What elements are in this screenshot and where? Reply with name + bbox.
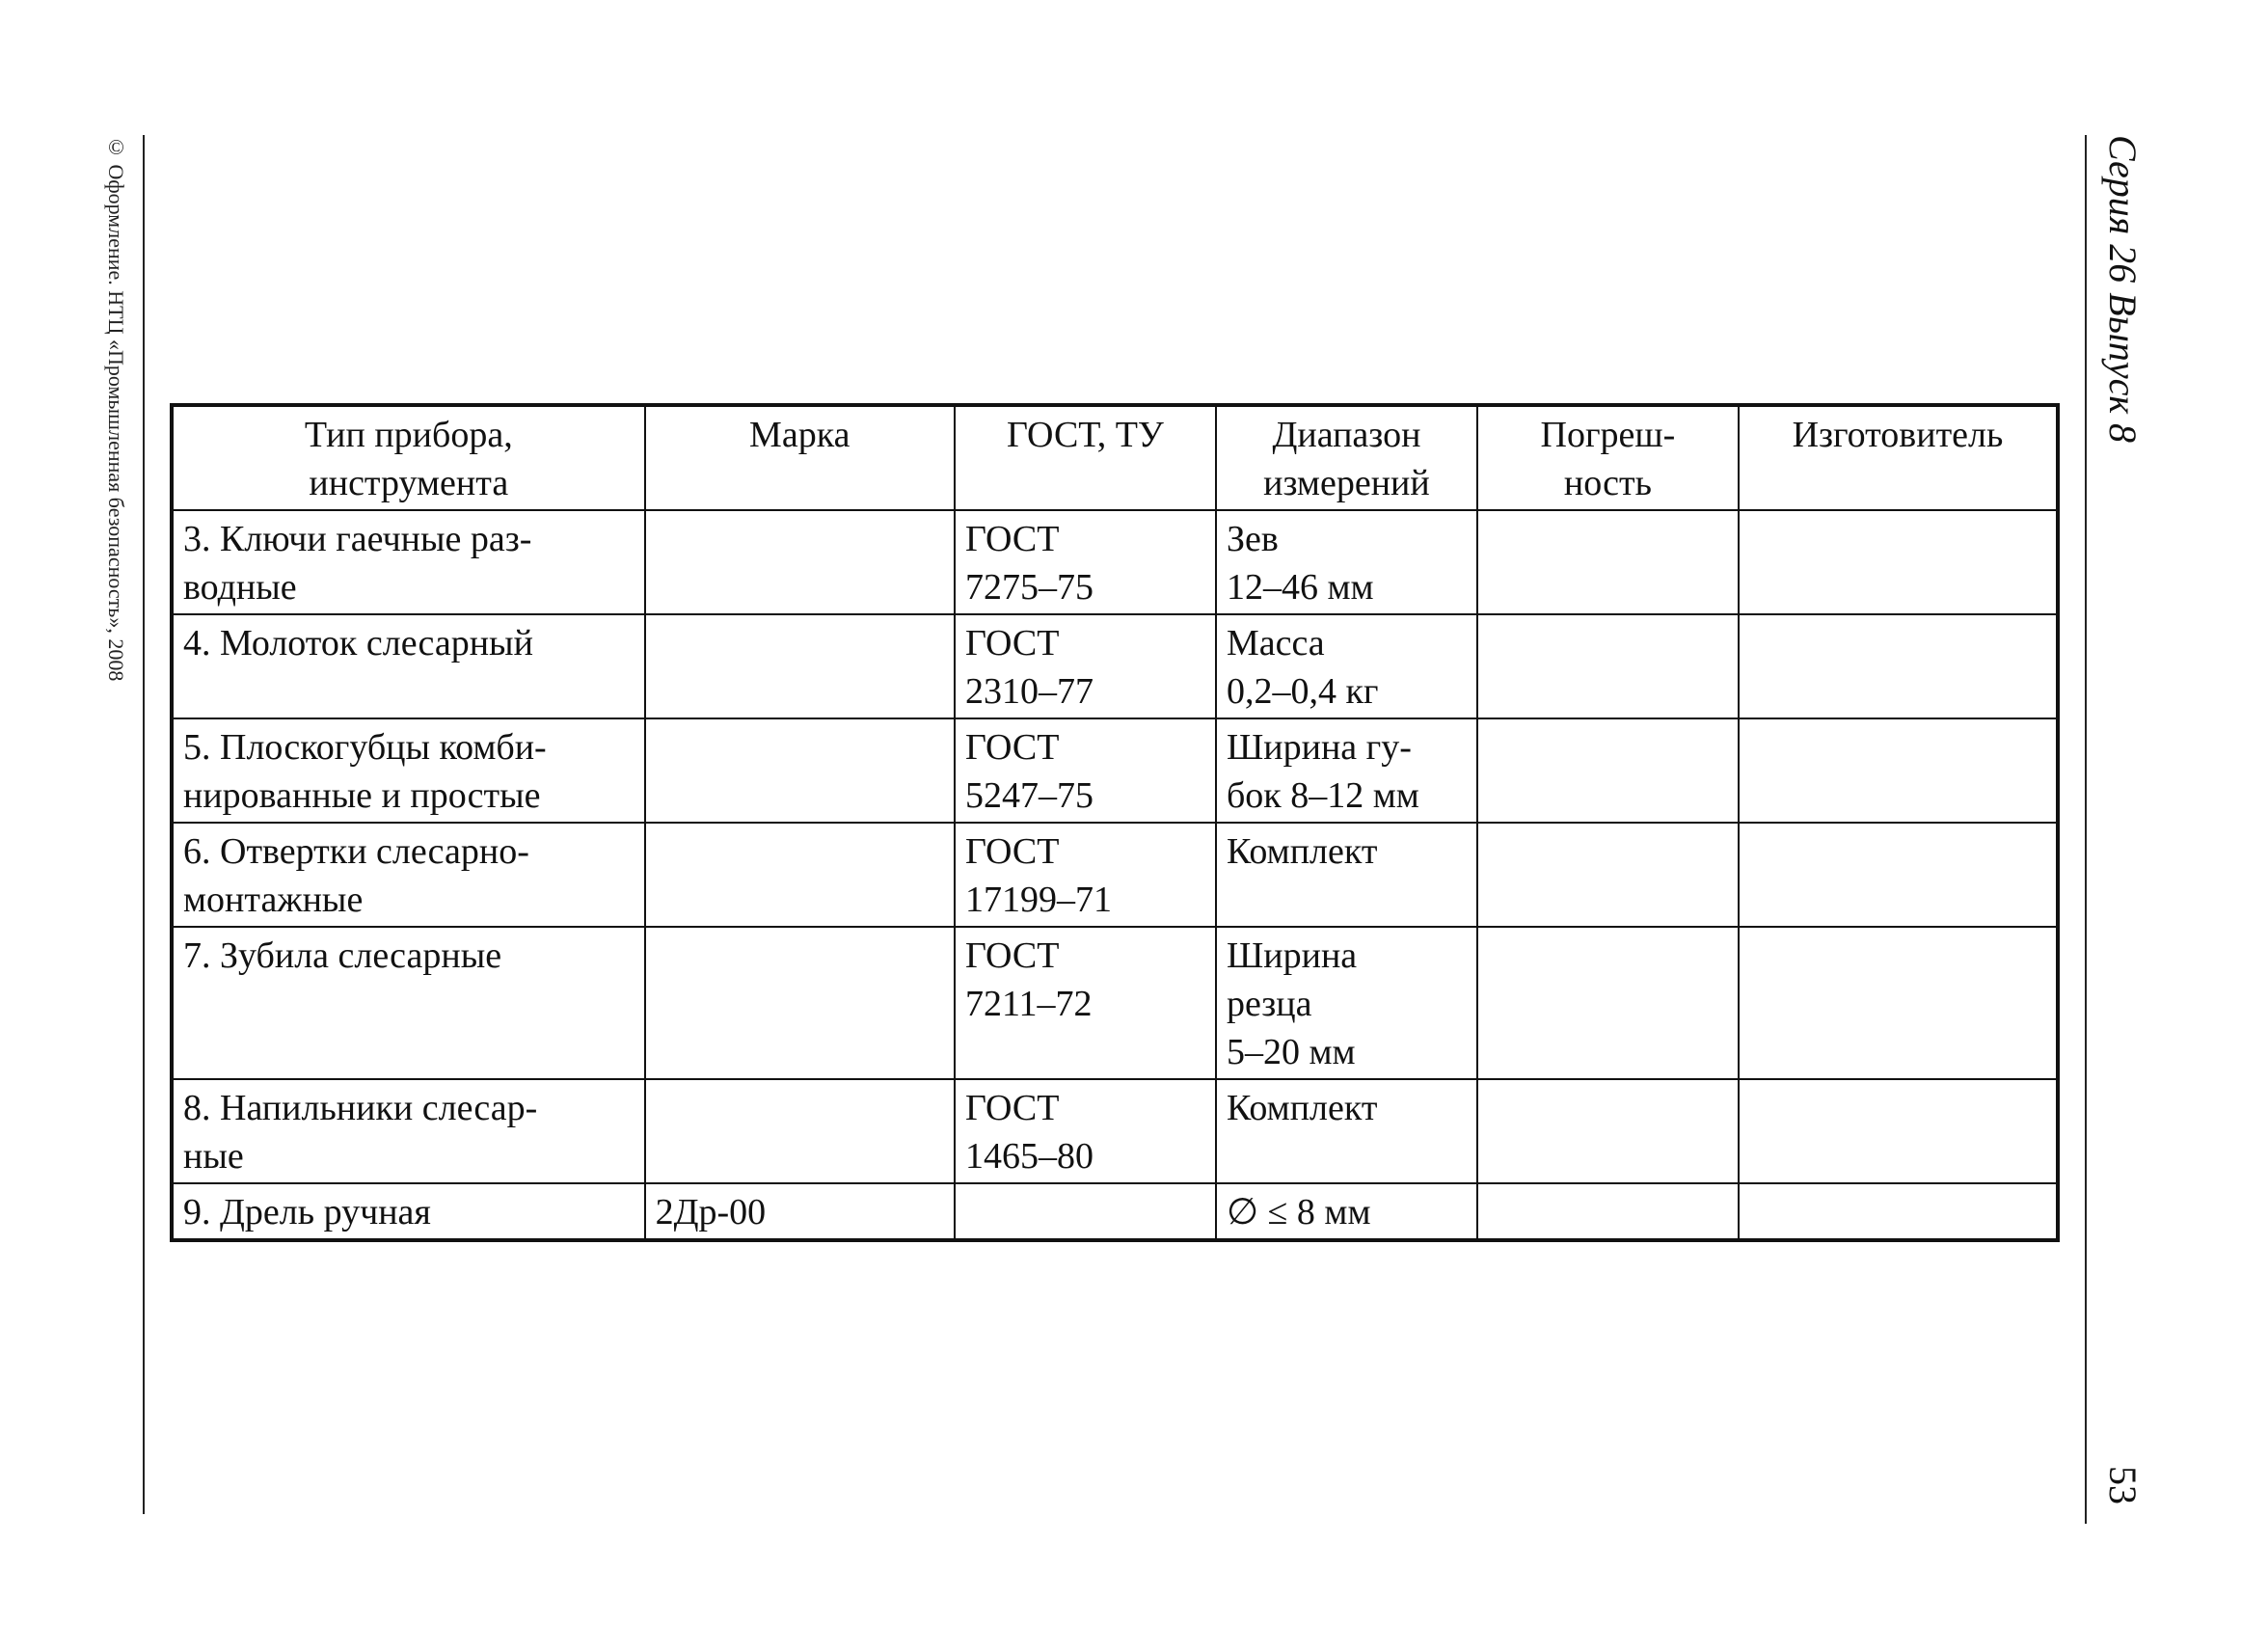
table-row (172, 614, 2058, 718)
cell-error (1477, 927, 1739, 1079)
cell-gost: ГОСТ 5247–75 (955, 718, 1216, 823)
cell-error (1477, 823, 1739, 927)
cell-instrument-type: 8. Напильники слесар- ные (172, 1079, 645, 1183)
cell-brand (645, 718, 955, 823)
header-instrument-type: Тип прибора, инструмента (172, 405, 645, 510)
table-row (172, 927, 2058, 1079)
cell-range: Комплект (1216, 823, 1477, 927)
table-row (172, 718, 2058, 823)
cell-manufacturer (1739, 718, 2058, 823)
cell-gost: ГОСТ 7275–75 (955, 510, 1216, 614)
copyright-note: © Оформление. НТЦ «Промышленная безопасность», 2008 (104, 135, 128, 682)
cell-brand (645, 823, 955, 927)
cell-range: Масса 0,2–0,4 кг (1216, 614, 1477, 718)
cell-manufacturer (1739, 1079, 2058, 1183)
cell-error (1477, 614, 1739, 718)
cell-manufacturer (1739, 927, 2058, 1079)
cell-brand (645, 614, 955, 718)
cell-instrument-type: 9. Дрель ручная (172, 1183, 645, 1240)
cell-brand (645, 510, 955, 614)
header-brand: Марка (645, 405, 955, 510)
cell-range: Зев 12–46 мм (1216, 510, 1477, 614)
cell-instrument-type: 4. Молоток слесарный (172, 614, 645, 718)
cell-range: ∅ ≤ 8 мм (1216, 1183, 1477, 1240)
cell-instrument-type: 5. Плоскогубцы комби- нированные и простые (172, 718, 645, 823)
cell-manufacturer (1739, 823, 2058, 927)
page-number: 53 (2101, 1466, 2145, 1504)
cell-manufacturer (1739, 1183, 2058, 1240)
cell-instrument-type: 6. Отвертки слесарно- монтажные (172, 823, 645, 927)
table-row (172, 823, 2058, 927)
cell-gost: ГОСТ 1465–80 (955, 1079, 1216, 1183)
cell-error (1477, 718, 1739, 823)
cell-brand (645, 927, 955, 1079)
cell-manufacturer (1739, 614, 2058, 718)
table-header-row (172, 405, 2058, 510)
cell-range: Ширина резца 5–20 мм (1216, 927, 1477, 1079)
cell-brand (645, 1079, 955, 1183)
table-row (172, 1183, 2058, 1240)
cell-gost: ГОСТ 7211–72 (955, 927, 1216, 1079)
cell-gost: ГОСТ 2310–77 (955, 614, 1216, 718)
cell-instrument-type: 7. Зубила слесарные (172, 927, 645, 1079)
series-header: Серия 26 Выпуск 8 (2101, 135, 2145, 444)
header-gost: ГОСТ, ТУ (955, 405, 1216, 510)
header-manufacturer: Изготовитель (1739, 405, 2058, 510)
cell-gost (955, 1183, 1216, 1240)
right-margin-rule (2085, 135, 2087, 1524)
cell-range: Комплект (1216, 1079, 1477, 1183)
cell-gost: ГОСТ 17199–71 (955, 823, 1216, 927)
left-margin-rule (143, 135, 145, 1514)
instruments-table (170, 403, 2060, 1242)
cell-error (1477, 1079, 1739, 1183)
cell-manufacturer (1739, 510, 2058, 614)
header-error: Погреш- ность (1477, 405, 1739, 510)
cell-error (1477, 1183, 1739, 1240)
cell-range: Ширина гу- бок 8–12 мм (1216, 718, 1477, 823)
table-row (172, 1079, 2058, 1183)
cell-brand: 2Др-00 (645, 1183, 955, 1240)
cell-instrument-type: 3. Ключи гаечные раз- водные (172, 510, 645, 614)
cell-error (1477, 510, 1739, 614)
header-range: Диапазон измерений (1216, 405, 1477, 510)
table-row (172, 510, 2058, 614)
